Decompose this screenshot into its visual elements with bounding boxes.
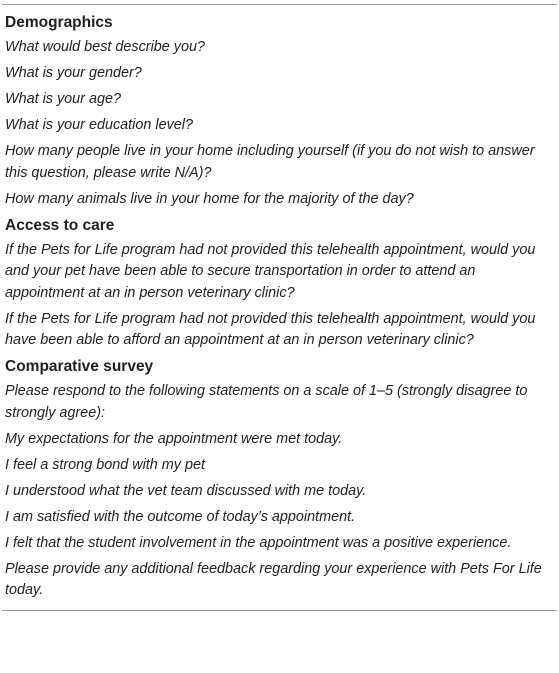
section-access-to-care (2, 215, 557, 352)
question-item: What is your education level? (5, 117, 193, 133)
question-item: Please provide any additional feedback regarding your experience with Pets For Life today. (5, 560, 542, 598)
question-item: I felt that the student involvement in the appointment was a positive experience. (5, 534, 512, 551)
question-item: How many animals live in your home for the majority of the day? (5, 190, 414, 207)
question-item: I understood what the vet team discussed with me today. (5, 482, 367, 499)
section-demographics (2, 12, 557, 210)
question-item: What is your age? (5, 91, 121, 107)
section-title: Demographics (5, 14, 113, 31)
section-title: Comparative survey (5, 358, 154, 375)
question-item: How many people live in your home including yourself (if you do not wish to answer this question, please write N/A)? (5, 143, 535, 181)
question-item: My expectations for the appointment were met today. (5, 430, 343, 447)
question-item: If the Pets for Life program had not provided this telehealth appointment, would you have been able to afford an appointment at an in person veterinary clinic? (5, 310, 536, 348)
section-title: Access to care (5, 216, 115, 234)
question-item: What is your gender? (5, 65, 142, 81)
question-item: Please respond to the following statements on a scale of 1–5 (strongly disagree to strongly agree): (5, 383, 528, 421)
question-item: I feel a strong bond with my pet (5, 456, 205, 473)
question-item: If the Pets for Life program had not provided this telehealth appointment, would you and your pet have been able to secure transportation in order to attend an appointment at an in person veterinary clinic? (5, 241, 536, 301)
survey-questions-table (2, 4, 557, 611)
section-comparative-survey (2, 356, 557, 602)
question-item: What would best describe you? (5, 39, 205, 55)
question-item: I am satisfied with the outcome of today’s appointment. (5, 508, 356, 525)
